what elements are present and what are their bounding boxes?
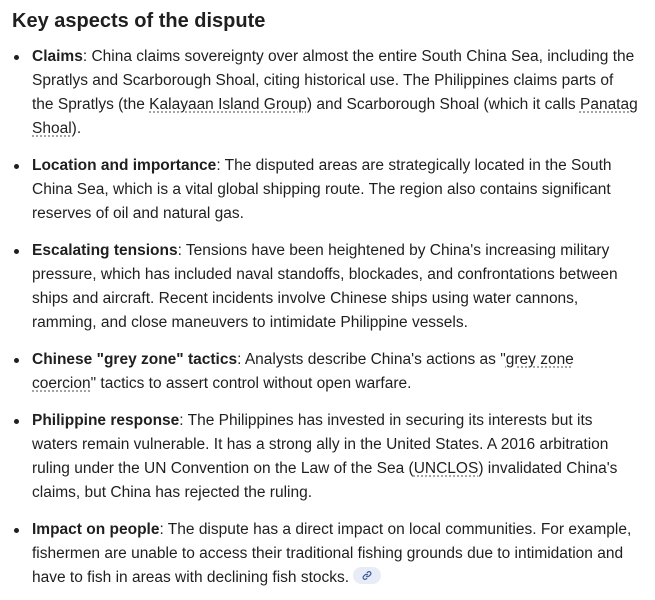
list-item-impact xyxy=(12,518,643,590)
panatag-shoal-link[interactable]: Panatag Shoal xyxy=(32,96,638,137)
list-item-location xyxy=(12,154,643,226)
item-text: : China claims sovereignty over almost the entire South China Sea, including the Spratlys and Scarborough Shoal, citing historical use. The Philippines claims parts of the Spratlys (the xyxy=(32,48,635,113)
section-heading: Key aspects of the dispute xyxy=(12,10,266,32)
grey-zone-coercion-link[interactable]: grey zone coercion xyxy=(32,351,574,392)
bullet xyxy=(14,528,19,533)
item-title: Claims xyxy=(32,48,83,65)
list-item-response xyxy=(12,409,643,505)
list-item-claims xyxy=(12,45,643,141)
bullet xyxy=(14,249,19,254)
source-link-chip[interactable] xyxy=(353,567,381,584)
link-icon xyxy=(361,570,373,581)
item-title: Impact on people xyxy=(32,521,160,538)
item-title: Chinese "grey zone" tactics xyxy=(32,351,238,368)
unclos-link[interactable]: UNCLOS xyxy=(413,460,479,477)
item-title: Escalating tensions xyxy=(32,242,178,259)
item-text: : The dispute has a direct impact on local communities. For example, fishermen are unable to access their traditional fishing grounds due to intimidation and have to fish in areas with declining fish stocks. xyxy=(32,521,632,586)
item-text: : Tensions have been heightened by China's increasing military pressure, which has included naval standoffs, blockades, and confrontations between ships and aircraft. Recent incidents involve Chinese ships using water cannons, ramming, and close maneuvers to intimidate Philippine vessels. xyxy=(32,242,618,331)
bullet xyxy=(14,55,19,60)
aspects-list xyxy=(12,45,643,590)
item-text: : Analysts describe China's actions as " xyxy=(237,351,506,368)
list-item-tensions xyxy=(12,239,643,335)
item-text: : The Philippines has invested in securing its interests but its waters remain vulnerable. It has a strong ally in the United States. A 2016 arbitration ruling under the UN Convention on the Law of the Sea ( xyxy=(32,412,609,477)
kalayaan-island-group-link[interactable]: Kalayaan Island Group xyxy=(149,96,307,113)
item-title: Philippine response xyxy=(32,412,180,429)
item-text: " tactics to assert control without open warfare. xyxy=(90,375,412,392)
item-text: : The disputed areas are strategically located in the South China Sea, which is a vital global shipping route. The region also contains significant reserves of oil and natural gas. xyxy=(32,157,612,222)
bullet xyxy=(14,419,19,424)
bullet xyxy=(14,358,19,363)
item-text: ) and Scarborough Shoal (which it calls xyxy=(306,96,580,113)
list-item-grey-zone xyxy=(12,348,643,396)
bullet xyxy=(14,164,19,169)
item-title: Location and importance xyxy=(32,157,217,174)
item-text: ) invalidated China's claims, but China has rejected the ruling. xyxy=(32,460,618,501)
item-text: ). xyxy=(71,120,82,137)
